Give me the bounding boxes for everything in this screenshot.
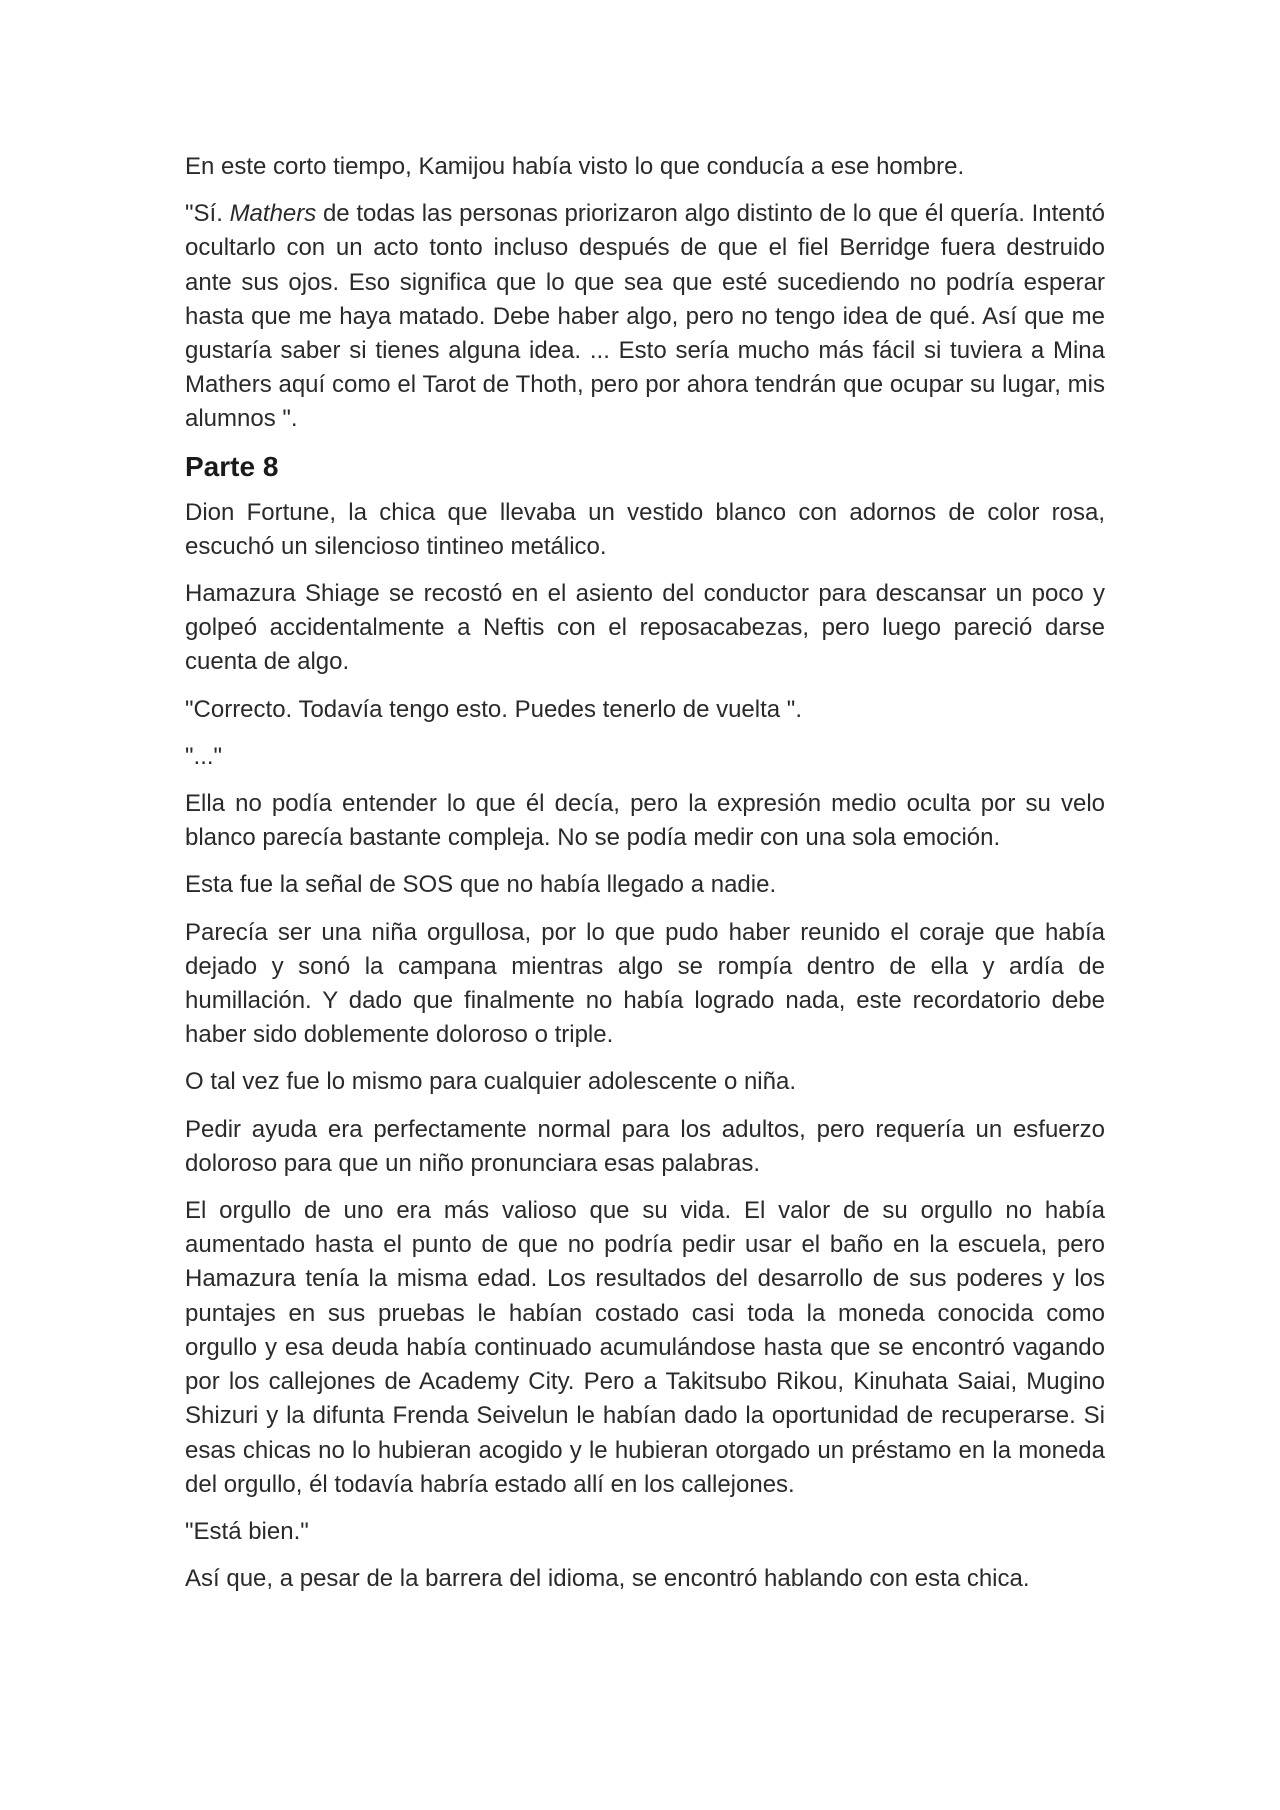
paragraph-2-rest: de todas las personas priorizaron algo distinto de lo que él quería. Intentó ocultarlo con un acto tonto incluso después de que el fiel Berridge fuera destruido ante sus ojos. Eso significa que lo que sea que esté sucediendo no podría esperar hasta que me haya matado. Debe haber algo, pero no tengo idea de qué. Así que me gustaría saber si tienes alguna idea. ... Esto sería mucho más fácil si tuviera a Mina Mathers aquí como el Tarot de Thoth, pero por ahora tendrán que ocupar su lugar, mis alumnos ". [185, 200, 1106, 433]
paragraph-11: Pedir ayuda era perfectamente normal para los adultos, pero requería un esfuerzo doloroso para que un niño pronunciara esas palabras. [185, 1115, 1105, 1177]
paragraph-2 [185, 197, 1105, 436]
paragraph-7: Ella no podía entender lo que él decía, pero la expresión medio oculta por su velo blanco parecía bastante compleja. No se podía medir con una sola emoción. [185, 790, 1105, 852]
paragraph-8: Esta fue la señal de SOS que no había llegado a nadie. [185, 871, 777, 899]
paragraph-14: Así que, a pesar de la barrera del idioma, se encontró hablando con esta chica. [185, 1565, 1030, 1593]
paragraph-5: "Correcto. Todavía tengo esto. Puedes tenerlo de vuelta ". [185, 695, 802, 723]
paragraph-2-emphasis: Mathers [229, 200, 317, 228]
paragraph-4: Hamazura Shiage se recostó en el asiento del conductor para descansar un poco y golpeó accidentalmente a Neftis con el reposacabezas, pero luego pareció darse cuenta de algo. [185, 580, 1105, 676]
paragraph-6: "..." [185, 742, 223, 770]
paragraph-2-start: "Sí. [185, 200, 230, 228]
paragraph-13: "Está bien." [185, 1517, 309, 1545]
paragraph-3: Dion Fortune, la chica que llevaba un vestido blanco con adornos de color rosa, escuchó un silencioso tintineo metálico. [185, 498, 1105, 560]
paragraph-12: El orgullo de uno era más valioso que su vida. El valor de su orgullo no había aumentado hasta el punto de que no podría pedir usar el baño en la escuela, pero Hamazura tenía la misma edad. Los resultados del desarrollo de sus poderes y los puntajes en sus pruebas le habían costado casi toda la moneda conocida como orgullo y esa deuda había continuado acumulándose hasta que se encontró vagando por los callejones de Academy City. Pero a Takitsubo Rikou, Kinuhata Saiai, Mugino Shizuri y la difunta Frenda Seivelun le habían dado la oportunidad de recuperarse. Si esas chicas no lo hubieran acogido y le hubieran otorgado un préstamo en la moneda del orgullo, él todavía habría estado allí en los callejones. [185, 1197, 1105, 1498]
paragraph-1: En este corto tiempo, Kamijou había visto lo que conducía a ese hombre. [185, 153, 965, 180]
paragraph-10: O tal vez fue lo mismo para cualquier adolescente o niña. [185, 1068, 797, 1096]
paragraph-9: Parecía ser una niña orgullosa, por lo que pudo haber reunido el coraje que había dejado y sonó la campana mientras algo se rompía dentro de ella y ardía de humillación. Y dado que finalmente no había logrado nada, este recordatorio debe haber sido doblemente doloroso o triple. [185, 918, 1105, 1049]
section-heading: Parte 8 [185, 450, 279, 482]
document-page [185, 150, 1105, 1609]
